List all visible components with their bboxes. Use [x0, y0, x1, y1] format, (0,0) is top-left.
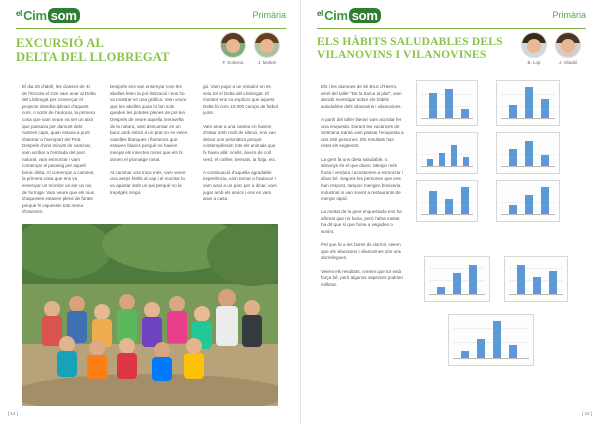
author-name: J. Vilaubí — [558, 60, 578, 65]
article-title — [16, 36, 170, 64]
title-line-2: VILANOVINS I VILANOVINES — [317, 49, 487, 61]
page-header — [317, 10, 586, 24]
logo-som-text: som — [349, 8, 381, 23]
group-photo — [22, 224, 278, 406]
logo-cim-text: Cim — [324, 8, 348, 23]
article-title — [317, 36, 503, 62]
page-number: [ 15 ] — [581, 411, 592, 416]
article-column: Els i les alumnes de 5è Bruc d'Hierm, arrel del taller "De la barca al plat", vam decidir investigar sobre els hàbits saludables dels vilanovins i vilanovines. A partir del taller literari vam acordar fer una enquesta. Durant les vacances de Setmana Santa vam passar l'enquesta a uns 250 persones. Els resultats han estat els següents: La gent fa uns dieta saludable, o almenys és el que diuen. Menjar més fruita i verdura i acostumen a esmorzar i dinar bé. Segons les persones que ens han respost, tampoc mengen brioixeria industrial ni van sovint a restaurants de menjar ràpid. La meitat de la gent enquestada ens ha afirmat que no fuma, però l'altra meitat ha dit que sí que fuma a vegades o sovint. Pel que fa a les hores de dormir, veiem que els vilanovins i vilanovines són uns dormilegues. Veient els resultats, creiem que tot està força bé, però algunos aspectes podrien millorar. — [321, 84, 404, 287]
group-photo-image — [22, 224, 278, 406]
title-line-1: ELS HÀBITS SALUDABLES DELS — [317, 36, 503, 48]
page-header — [16, 10, 286, 24]
header-divider — [317, 28, 586, 29]
title-line-1: EXCURSIÓ AL — [16, 36, 104, 50]
survey-chart — [448, 314, 534, 366]
survey-chart — [416, 132, 478, 174]
logo-el-text: el — [16, 9, 23, 18]
survey-chart — [424, 256, 490, 302]
author-photo — [220, 32, 246, 58]
survey-chart — [496, 80, 560, 126]
page-number: [ 14 ] — [8, 411, 19, 416]
author — [252, 32, 282, 65]
title-line-2: DELTA DEL LLOBREGAT — [16, 50, 170, 64]
author-photo — [521, 32, 547, 58]
article-column-2: Després ens van ensenyar com les abelles feien la pol·linització i ens ho va mostrar en una gràfica. Vam veure que les abelles quan hi fan sols queden les potetes plenes de pol·len. Després de veure aquella meravella de la natura, vam descansar en un banc amb estics a un prat on es veien caselles blanques i flamencs que estaven blancs perquè no havien menjat els insectes rosos que els hi donen el plomatge rosat. Al caminar una mica més, vam veure una aerps fèrtils al cap i el monitor la va apartar amb un pal perquè no la trepitgés ningú. — [110, 84, 188, 195]
author-name: J. Moliné — [257, 60, 276, 65]
logo-el-text: el — [317, 9, 324, 18]
author-photo — [555, 32, 581, 58]
survey-chart — [416, 180, 478, 222]
survey-chart — [496, 180, 560, 222]
author-photo — [254, 32, 280, 58]
section-label: Primària — [552, 10, 586, 20]
logo-cim-text: Cim — [23, 8, 47, 23]
article-column-1: El dia 26 d'abril, les classes de 4t de l'Escola el Cim vam anar al Delta del Llobregat per començar el projecte interdisciplinari d'aquest curs. A sortir de l'autocar, la primera cosa que vam veure va ser un això que passava per damunt dels nostres caps, quan estava a punt d'aterrar a l'aeroport del Prat. Després d'uns minuts de caminar, vam arribar a l'entrada del parc natural, vam esmorzar i vam començar el passeig per aquell bonic delta. Al començar a caminar, la primera cosa que ens va ensenyar un monitor va ser un niu de formiga. Vam veure que els nius d'aquestes estaven plens de forats perquè hi viquessin tots mena d'insectes. — [22, 84, 96, 215]
authors — [519, 32, 583, 65]
author — [218, 32, 248, 65]
elcimsom-logo — [16, 8, 80, 23]
logo-som-text: som — [48, 8, 80, 23]
authors — [218, 32, 282, 65]
survey-chart — [416, 80, 478, 126]
survey-chart — [504, 256, 568, 302]
section-label: Primària — [252, 10, 286, 20]
header-divider — [16, 28, 286, 29]
survey-chart — [496, 132, 560, 174]
author-name: B. Lop — [527, 60, 541, 65]
elcimsom-logo — [317, 8, 381, 23]
article-column-3: gú. Vam pujar a un mirador on es veia tot el Delta del Llobregat. El monitor ens va explicar que aquest Delta fa com 10.000 camps de futbol junts. Vam anar a una caseta on havien d'estar amb molt de silenci, ens van deixar uns prismàtics perquè contempléssim tots els animals que hi havia allà: ocells, ànecs de coll verd, el coïlles, bernats, la fotja, etc. A continuació d'aquella agradable experiència, vam tornar a l'autocar i vam anar a un parc per a dinar, vam jugar amb els amics i ens en vam anar a casa. — [203, 84, 278, 202]
author — [553, 32, 583, 65]
author-name: F. Solsona — [222, 60, 244, 65]
author — [519, 32, 549, 65]
